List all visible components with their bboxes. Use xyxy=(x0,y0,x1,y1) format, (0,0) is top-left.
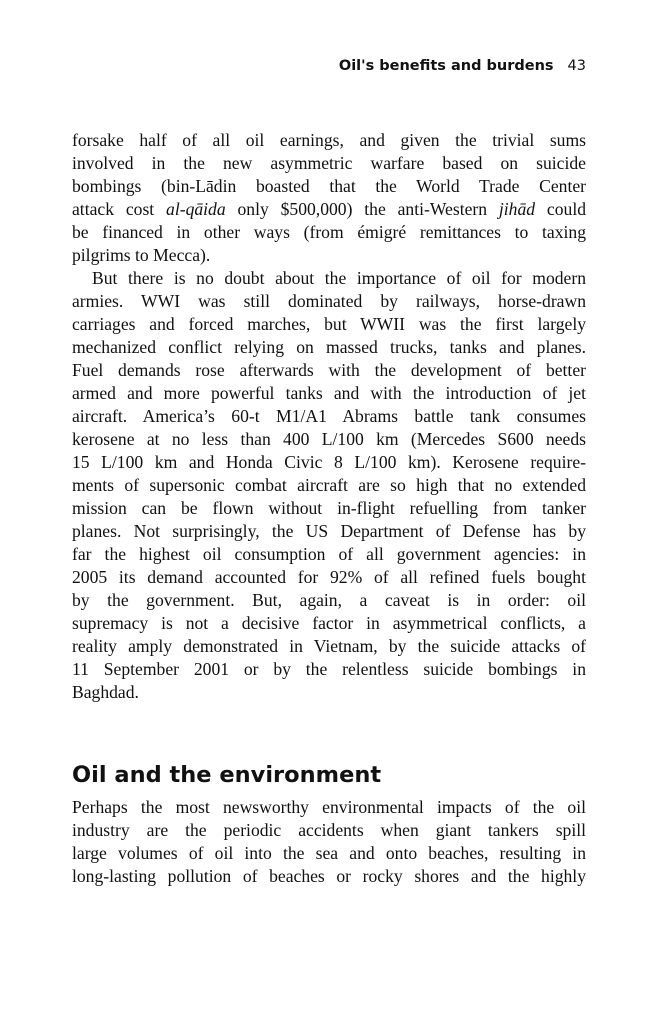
text-segment: attack cost xyxy=(72,199,167,219)
text-segment: long-lasting pollution of beaches or rocky shores and the highly xyxy=(72,866,586,886)
text-segment: 11 September 2001 or by the relentless suicide bombings in xyxy=(72,659,586,679)
text-segment: large volumes of oil into the sea and onto beaches, resulting in xyxy=(72,843,586,863)
text-line xyxy=(72,612,586,635)
text-line xyxy=(72,405,586,428)
section-body xyxy=(72,796,586,888)
text-line xyxy=(72,635,586,658)
text-segment: involved in the new asymmetric warfare based on suicide xyxy=(72,153,586,173)
text-line xyxy=(72,520,586,543)
paragraph xyxy=(72,267,586,704)
text-segment: Baghdad. xyxy=(72,682,139,702)
paragraph xyxy=(72,129,586,267)
text-segment: mechanized conflict relying on massed trucks, tanks and planes. xyxy=(72,337,586,357)
text-segment: planes. Not surprisingly, the US Department of Defense has by xyxy=(72,521,586,541)
text-line xyxy=(72,129,586,152)
text-segment: aircraft. America’s 60-t M1/A1 Abrams battle tank consumes xyxy=(72,406,586,426)
text-segment: supremacy is not a decisive factor in asymmetrical conflicts, a xyxy=(72,613,586,633)
text-line xyxy=(72,589,586,612)
section-body xyxy=(72,129,586,704)
text-line xyxy=(72,474,586,497)
text-segment: carriages and forced marches, but WWII was the first largely xyxy=(72,314,586,334)
paragraph xyxy=(72,796,586,888)
running-head-title: Oil's benefits and burdens xyxy=(338,58,554,74)
text-line xyxy=(72,543,586,566)
text-segment: by the government. But, again, a caveat is in order: oil xyxy=(72,590,586,610)
text-line xyxy=(72,658,586,681)
text-segment: mission can be flown without in-flight refuelling from tanker xyxy=(72,498,586,518)
section-heading: Oil and the environment xyxy=(72,762,382,788)
text-segment: Fuel demands rose afterwards with the development of better xyxy=(72,360,586,380)
text-line xyxy=(72,175,586,198)
italic-term: al-qāida xyxy=(166,199,226,219)
text-line xyxy=(72,221,586,244)
text-segment: industry are the periodic accidents when giant tankers spill xyxy=(72,820,586,840)
text-segment: But there is no doubt about the importance of oil for modern xyxy=(92,268,586,288)
text-segment: armed and more powerful tanks and with the introduction of jet xyxy=(72,383,586,403)
text-line xyxy=(72,359,586,382)
text-segment: only $500,000) the anti-Western xyxy=(225,199,499,219)
text-line xyxy=(72,336,586,359)
text-segment: bombings (bin-Lādin boasted that the World Trade Center xyxy=(72,176,586,196)
text-line xyxy=(72,497,586,520)
text-line xyxy=(72,313,586,336)
text-line xyxy=(72,681,586,704)
text-line xyxy=(72,428,586,451)
page-number: 43 xyxy=(567,58,586,74)
text-line xyxy=(72,382,586,405)
running-head xyxy=(339,58,586,74)
text-segment: forsake half of all oil earnings, and given the trivial sums xyxy=(72,130,586,150)
text-line xyxy=(72,198,586,221)
text-segment: be financed in other ways (from émigré remittances to taxing xyxy=(72,222,586,242)
text-line xyxy=(72,865,586,888)
text-line xyxy=(72,451,586,474)
text-segment: far the highest oil consumption of all government agencies: in xyxy=(72,544,586,564)
text-line xyxy=(72,842,586,865)
text-segment: kerosene at no less than 400 L/100 km (Mercedes S600 needs xyxy=(72,429,586,449)
text-segment: could xyxy=(535,199,587,219)
text-line xyxy=(72,796,586,819)
text-line xyxy=(72,566,586,589)
text-line xyxy=(72,152,586,175)
text-segment: armies. WWI was still dominated by railways, horse-drawn xyxy=(72,291,586,311)
text-line xyxy=(72,267,586,290)
text-segment: ments of supersonic combat aircraft are so high that no extended xyxy=(72,475,586,495)
text-segment: 2005 its demand accounted for 92% of all refined fuels bought xyxy=(72,567,586,587)
text-segment: pilgrims to Mecca). xyxy=(72,245,211,265)
text-line xyxy=(72,290,586,313)
italic-term: jihād xyxy=(498,199,536,219)
text-line xyxy=(72,819,586,842)
text-segment: Perhaps the most newsworthy environmental impacts of the oil xyxy=(72,797,586,817)
text-segment: reality amply demonstrated in Vietnam, by the suicide attacks of xyxy=(72,636,586,656)
text-line xyxy=(72,244,586,267)
text-segment: 15 L/100 km and Honda Civic 8 L/100 km). Kerosene require- xyxy=(72,452,586,472)
